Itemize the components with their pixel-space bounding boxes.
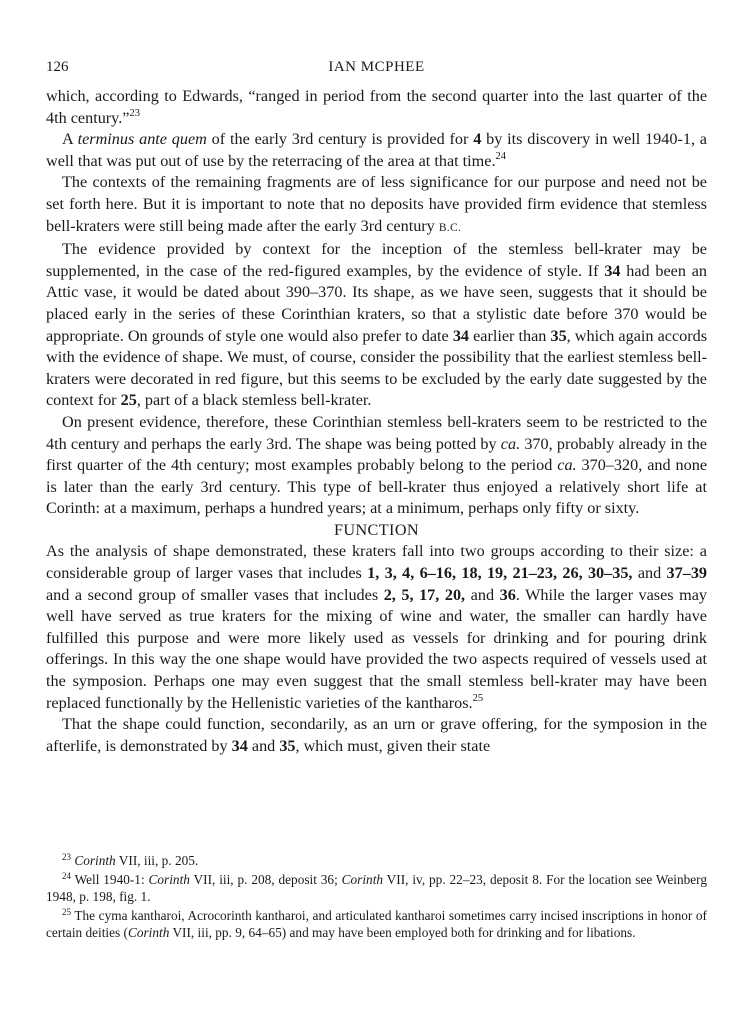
- bold-reference: 2, 5, 17, 20,: [383, 585, 466, 604]
- footnote-25: $^{25}$ The cyma kantharoi, Acrocorinth kantharoi, and articulated kantharoi sometimes carry incised inscriptions in honor of certain deities (Corinth VII, iii, pp. 9, 64–65) and may have been employed both for drinking and for libations.: [46, 906, 707, 941]
- footnote-marker: 24: [495, 150, 506, 162]
- footnote-24: $^{24}$ Well 1940-1: Corinth VII, iii, p. 208, deposit 36; Corinth VII, iv, pp. 22–23, deposit 8. For the location see Weinberg 1948, p. 198, fig. 1.: [46, 870, 707, 905]
- paragraph-present-evidence: On present evidence, therefore, these Corinthian stemless bell-kraters seem to be restricted to the 4th century and perhaps the early 3rd. The shape was being potted by ca. 370, probably already in the first quarter of the 4th century; most examples probably belong to the period ca. 370–320, and none is later than the early 3rd century. This type of bell-krater thus enjoyed a relatively short life at Corinth: at a maximum, perhaps a hundred years; at a minimum, perhaps only fifty or sixty.: [46, 412, 708, 518]
- bold-reference: 35: [279, 736, 296, 755]
- paragraph-edwards-quote: which, according to Edwards, “ranged in period from the second quarter into the last quarter of the 4th century.”$^{23}$: [46, 87, 707, 127]
- footnote-marker: 25: [62, 906, 71, 917]
- italic-text: Corinth: [341, 871, 384, 887]
- paragraph-analysis-of-shape: As the analysis of shape demonstrated, these kraters fall into two groups according to their size: a considerable group of larger vases that includes 1, 3, 4, 6–16, 18, 19, 21–23, 26, 30–35, and 37–39 and a second group of smaller vases that includes 2, 5, 17, 20, and 36. While the larger vases may well have served as true kraters for the mixing of wine and water, the smaller can hardly have fulfilled this purpose and were more likely used as vessels for drinking and for pouring drink offerings. In this way the one shape would have provided the two aspects required of vessels used at the symposion. Perhaps one may even suggest that the small stemless bell-krater may have been replaced functionally by the Hellenistic varieties of the kantharos.$^{25}$: [46, 542, 708, 712]
- italic-text: terminus ante quem: [77, 130, 207, 149]
- bold-reference: 34: [231, 736, 248, 755]
- bold-reference: 37–39: [666, 564, 708, 583]
- body-text: [46, 86, 707, 757]
- section-heading-function: FUNCTION: [333, 520, 420, 539]
- bold-reference: 25: [120, 391, 137, 410]
- footnote-marker: 23: [129, 107, 140, 119]
- bold-reference: 1, 3, 4, 6–16, 18, 19, 21–23, 26, 30–35,: [367, 564, 633, 583]
- bold-reference: 34: [604, 261, 621, 280]
- bold-reference: 35: [550, 326, 567, 345]
- footnote-marker: 25: [472, 692, 484, 704]
- italic-text: ca.: [557, 456, 577, 475]
- footnote-marker: 24: [62, 870, 71, 881]
- footnote-marker: 23: [62, 852, 71, 862]
- paragraph-terminus-ante-quem: A terminus ante quem of the early 3rd century is provided for 4 by its discovery in well 1940-1, a well that was put out of use by the reterracing of the area at that time.$^{24}$: [46, 130, 707, 170]
- small-caps-text: B.C.: [438, 221, 462, 234]
- bold-reference: 36: [499, 585, 516, 604]
- paragraph-urn-function: That the shape could function, secondarily, as an urn or grave offering, for the symposion in the afterlife, is demonstrated by 34 and 35, which must, given their state: [46, 715, 707, 755]
- paragraph-evidence-of-style: The evidence provided by context for the inception of the stemless bell-krater may be supplemented, in the case of the red-figured examples, by the evidence of style. If 34 had been an Attic vase, it would be dated about 390–370. Its shape, as we have seen, suggests that it should be placed early in the series of these Corinthian kraters, so that a stylistic date before 370 would be appropriate. On grounds of style one would also prefer to date 34 earlier than 35, which again accords with the evidence of shape. We must, of course, consider the possibility that the earliest stemless bell-kraters were decorated in red figure, but this seems to be excluded by the early date suggested by the context for 25, part of a black stemless bell-krater.: [46, 240, 708, 410]
- footnotes: [46, 852, 707, 943]
- page-header: [46, 57, 707, 77]
- bold-reference: 4: [473, 130, 482, 149]
- italic-text: Corinth: [127, 925, 170, 941]
- paragraph-remaining-contexts: The contexts of the remaining fragments are of less significance for our purpose and need not be set forth here. But it is important to note that no deposits have provided firm evidence that stemless bell-kraters were still being made after the early 3rd century B.C.: [46, 173, 707, 235]
- running-head: IAN MCPHEE: [328, 59, 425, 75]
- page-number: 126: [46, 59, 69, 75]
- footnote-23: $^{23}$ Corinth VII, iii, p. 205.: [62, 852, 199, 868]
- italic-text: ca.: [500, 434, 521, 453]
- bold-reference: 34: [452, 326, 469, 345]
- italic-text: Corinth: [148, 871, 190, 887]
- italic-text: Corinth: [74, 853, 116, 868]
